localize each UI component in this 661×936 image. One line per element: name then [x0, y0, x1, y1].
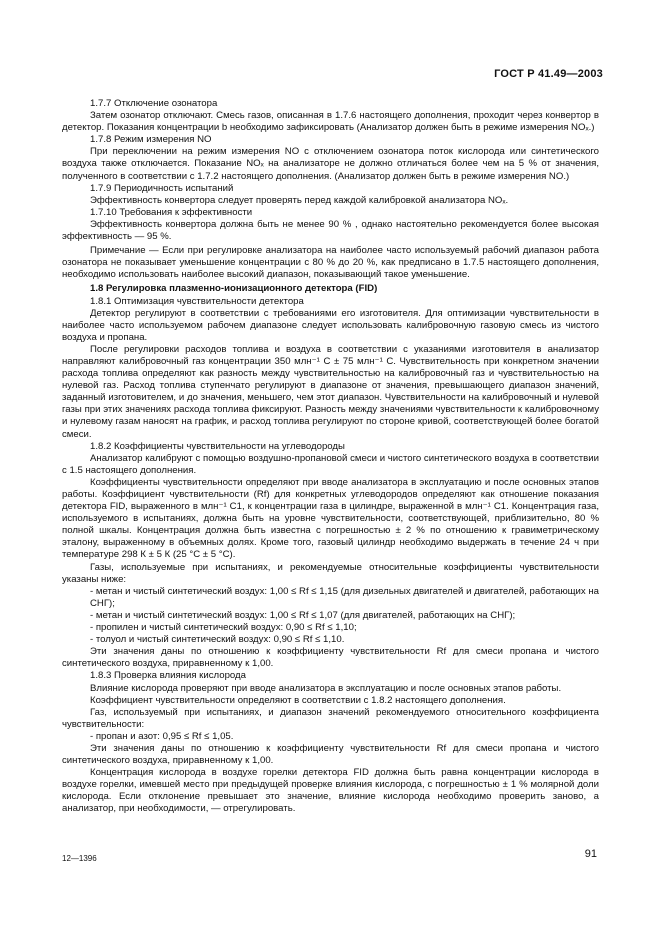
document-body [62, 98, 599, 816]
list-item: - пропилен и чистый синтетический воздух: 0,90 ≤ Rf ≤ 1,10; [90, 622, 357, 634]
paragraph: Затем озонатор отключают. Смесь газов, описанная в 1.7.6 настоящего дополнения, проходит через конвертор в детектор. Показания концентрации b необходимо зафиксировать (Анализатор должен быть в режиме измерения NOₓ.) [62, 110, 599, 134]
paragraph: Эти значения даны по отношению к коэффициенту чувствительности Rf для смеси пропана и чистого синтетического воздуха, приравненному к 1,00. [62, 646, 599, 670]
list-item: - метан и чистый синтетический воздух: 1,00 ≤ Rf ≤ 1,15 (для дизельных двигателей и двигателей, работающих на СНГ); [90, 585, 599, 609]
section-heading-1-8-3: 1.8.3 Проверка влияния кислорода [90, 670, 246, 682]
list-item: - толуол и чистый синтетический воздух: 0,90 ≤ Rf ≤ 1,10. [90, 634, 345, 646]
paragraph: Коэффициенты чувствительности определяют при вводе анализатора в эксплуатацию и после основных этапов работы. Коэффициент чувствительности (Rf) для конкретных углеводородов определяют как отношение показания детектора FID, выраженного в млн⁻¹ С1, к концентрации газа в цилиндре, выраженной в млн⁻¹ С1. Концентрация газа, используемого в испытаниях, должна быть на уровне чувствительности, соответствующей, приблизительно, 80 % полной шкалы. Концентрация должна быть известна с погрешностью ± 2 % по отношению к гравиметрическому эталону, выраженному в объемных долях. Кроме того, газовый цилиндр необходимо выдержать в течение 24 ч при температуре 298 К ± 5 К (25 °С ± 5 °С). [62, 476, 599, 561]
footer-print-code: 12—1396 [62, 854, 97, 863]
note-paragraph: Примечание — Если при регулировке анализатора на наиболее часто используемый рабочий диапазон работа озонатора не показывает уменьшение концентрации с 80 % до 20 %, как предписано в 1.7.5 настоящего дополнения, необходимо использовать наиболее высокий диапазон, показывающий такое уменьшение. [62, 245, 599, 281]
paragraph: Эти значения даны по отношению к коэффициенту чувствительности Rf для смеси пропана и чистого синтетического воздуха, приравненному к 1,00. [62, 742, 599, 767]
section-heading-1-7-7: 1.7.7 Отключение озонатора [90, 98, 218, 109]
list-item: - метан и чистый синтетический воздух: 1,00 ≤ Rf ≤ 1,07 (для двигателей, работающих на СНГ); [90, 609, 516, 621]
paragraph: Детектор регулируют в соответствии с требованиями его изготовителя. Для оптимизации чувствительности в наиболее часто используемом рабочем диапазоне следует использовать калибровочную газовую смесь из чистого воздуха и пропана. [62, 307, 599, 343]
section-heading-1-8: 1.8 Регулировка плазменно-ионизационного детектора (FID) [90, 283, 378, 295]
paragraph: Газы, используемые при испытаниях, и рекомендуемые относительные коэффициенты чувствительности указаны ниже: [62, 561, 599, 585]
paragraph: Анализатор калибруют с помощью воздушно-пропановой смеси и чистого синтетического воздуха в соответствии с 1.5 настоящего дополнения. [62, 452, 599, 476]
paragraph: Эффективность конвертора должна быть не менее 90 % , однако настоятельно рекомендуется более высокая эффективность — 95 %. [62, 218, 599, 243]
section-heading-1-7-9: 1.7.9 Периодичность испытаний [90, 182, 234, 194]
paragraph: Коэффициент чувствительности определяют в соответствии с 1.8.2 настоящего дополнения. [90, 694, 506, 706]
page-header-doc-code: ГОСТ Р 41.49—2003 [494, 68, 603, 80]
paragraph: При переключении на режим измерения NO с отключением озонатора поток кислорода или синтетического воздуха также отключается. Показание NOₓ на анализаторе не должно отличаться более чем на 5 % от значения, полученного в соответствии с 1.7.2 настоящего дополнения. (Анализатор должен быть в режиме измерения NO.) [62, 146, 599, 182]
page-number: 91 [584, 848, 597, 860]
list-item: - пропан и азот: 0,95 ≤ Rf ≤ 1,05. [90, 730, 234, 742]
section-heading-1-8-1: 1.8.1 Оптимизация чувствительности детектора [90, 295, 304, 307]
paragraph: Эффективность конвертора следует проверять перед каждой калибровкой анализатора NOₓ. [90, 194, 509, 206]
paragraph: Концентрация кислорода в воздухе горелки детектора FID должна быть равна концентрации кислорода в воздухе горелки, имевшей место при предыдущей проверке влияния кислорода, с погрешностью ± 1 % молярной доли кислорода. Если отклонение превышает это значение, влияние кислорода необходимо проверить заново, а анализатор, при необходимости, — отрегулировать. [62, 767, 599, 815]
paragraph: Газ, используемый при испытаниях, и диапазон значений рекомендуемого относительного коэффициента чувствительности: [62, 706, 599, 730]
section-heading-1-7-10: 1.7.10 Требования к эффективности [90, 206, 253, 218]
section-heading-1-8-2: 1.8.2 Коэффициенты чувствительности на углеводороды [90, 440, 345, 452]
paragraph: Влияние кислорода проверяют при вводе анализатора в эксплуатацию и после основных этапов работы. [90, 682, 562, 694]
section-heading-1-7-8: 1.7.8 Режим измерения NO [90, 134, 212, 146]
paragraph: После регулировки расходов топлива и воздуха в соответствии с указаниями изготовителя в анализатор направляют калибровочный газ концентрации 350 млн⁻¹ С ± 75 млн⁻¹ С. Чувствительность при конкретном значении расхода топлива определяют как разность между чувствительностью на калибровочный газ и чувствительностью на нулевой газ. Расход топлива ступенчато регулируют в диапазоне от значения, превышающего диапазон значений, заданный изготовителем, и до значения, меньшего, чем этот диапазон. Чувствительности на калибровочный и нулевой газы при этих значениях расхода топлива фиксируют. Разность между значениями чувствительности к калибровочному и нулевому газам наносят на график, и расход топлива регулируют по стороне кривой, соответствующей более богатой смеси. [62, 343, 599, 440]
